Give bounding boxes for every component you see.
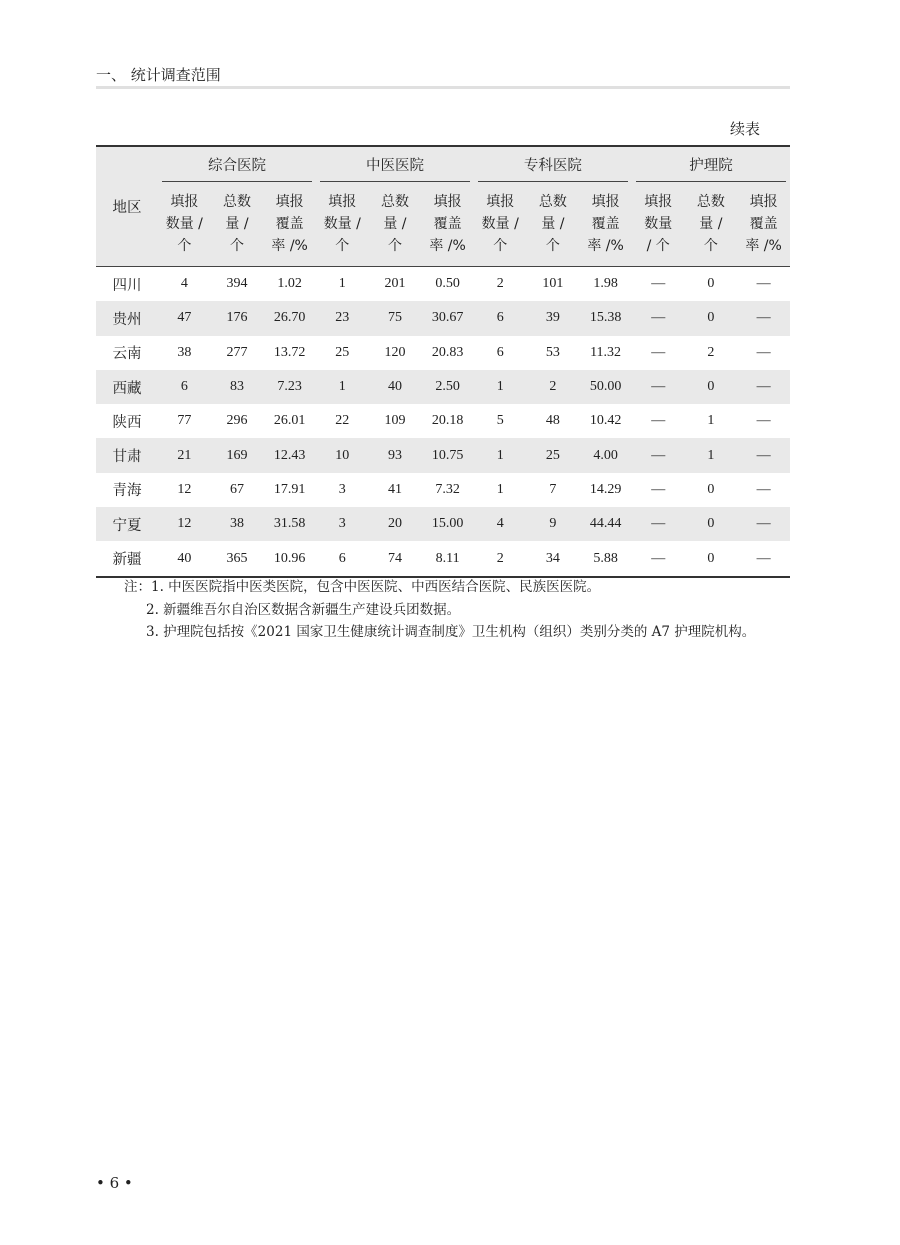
sub-column-header: [527, 182, 580, 267]
sub-header-line: 覆盖: [275, 216, 304, 232]
value-cell: 1: [474, 438, 527, 472]
value-cell: —: [651, 481, 666, 497]
sub-header-line: 量 /: [383, 216, 407, 232]
sub-header-line: 总数: [538, 194, 567, 210]
value-cell: 34: [527, 541, 580, 576]
value-cell: 277: [226, 344, 248, 360]
sub-header-line: 率 /%: [745, 238, 782, 254]
value-cell: 2: [474, 541, 527, 576]
value-cell: 169: [211, 438, 264, 472]
region-cell: 四川: [96, 267, 158, 302]
value-cell: 0: [685, 370, 738, 404]
value-cell: 0: [685, 507, 738, 541]
value-cell: —: [756, 481, 771, 497]
table-body: [96, 267, 790, 577]
sub-header-line: 个: [703, 238, 718, 254]
sub-column-header: [421, 182, 474, 267]
value-cell: 93: [369, 438, 422, 472]
table-row: [96, 267, 790, 302]
value-cell: 4.00: [579, 438, 632, 472]
region-cell: 西藏: [96, 370, 158, 404]
sub-header-line: 填报: [749, 194, 778, 210]
value-cell: 10.96: [263, 541, 316, 576]
value-cell: —: [632, 267, 685, 302]
value-cell: 1: [474, 370, 527, 404]
value-cell: 48: [545, 413, 560, 429]
region-cell: 云南: [112, 346, 142, 363]
sub-column-header: [632, 182, 685, 267]
value-cell: 365: [211, 541, 264, 576]
sub-header-line: 数量 /: [323, 216, 361, 232]
sub-column-header: [685, 182, 738, 267]
sub-header-line: 率 /%: [587, 238, 624, 254]
value-cell: —: [737, 438, 790, 472]
region-cell: 贵州: [96, 301, 158, 335]
value-cell: 40: [158, 541, 211, 576]
value-cell: 10.42: [589, 413, 622, 429]
sub-header-line: 率 /%: [429, 238, 466, 254]
sub-header-line: 总数: [222, 194, 251, 210]
value-cell: 7: [549, 481, 557, 497]
value-cell: 26.70: [263, 301, 316, 335]
header-divider: [96, 86, 790, 89]
value-cell: —: [737, 301, 790, 335]
table-row: [96, 301, 790, 335]
value-cell: —: [651, 413, 666, 429]
value-cell: 2: [707, 344, 715, 360]
sub-header-line: 填报: [591, 194, 620, 210]
value-cell: 12.43: [263, 438, 316, 472]
page-number: • 6 •: [96, 1174, 133, 1192]
sub-header-line: 填报: [275, 194, 304, 210]
value-cell: 9: [527, 507, 580, 541]
value-cell: —: [756, 413, 771, 429]
sub-column-header: [211, 182, 264, 267]
value-cell: 20.83: [431, 344, 464, 360]
value-cell: 4: [158, 267, 211, 302]
sub-header-line: 数量 /: [165, 216, 203, 232]
sub-header-line: 个: [229, 238, 244, 254]
region-cell: 新疆: [96, 541, 158, 576]
value-cell: 109: [384, 413, 406, 429]
table-header: [96, 146, 790, 267]
value-cell: 77: [177, 413, 192, 429]
value-cell: 25: [335, 344, 350, 360]
value-cell: 83: [211, 370, 264, 404]
region-cell: 宁夏: [96, 507, 158, 541]
value-cell: 39: [527, 301, 580, 335]
sub-header-line: 总数: [380, 194, 409, 210]
value-cell: 21: [158, 438, 211, 472]
value-cell: 74: [369, 541, 422, 576]
value-cell: 1: [316, 370, 369, 404]
value-cell: 26.01: [273, 413, 306, 429]
value-cell: 12: [158, 507, 211, 541]
value-cell: 2: [527, 370, 580, 404]
value-cell: 2: [474, 267, 527, 302]
sub-column-header: [158, 182, 211, 267]
value-cell: 25: [527, 438, 580, 472]
value-cell: 12: [177, 481, 192, 497]
hospital-coverage-table: [96, 145, 790, 578]
value-cell: 15.38: [579, 301, 632, 335]
continued-table-label: 续表: [729, 120, 760, 138]
sub-header-line: 量 /: [225, 216, 249, 232]
value-cell: 40: [369, 370, 422, 404]
value-cell: 31.58: [263, 507, 316, 541]
region-cell: 陕西: [112, 414, 142, 431]
value-cell: 2.50: [421, 370, 474, 404]
sub-header-line: 个: [335, 238, 350, 254]
value-cell: —: [737, 267, 790, 302]
sub-header-line: 个: [387, 238, 402, 254]
sub-header-line: 填报: [170, 194, 199, 210]
sub-header-line: 填报: [644, 194, 673, 210]
group-header: 专科医院: [474, 146, 632, 182]
value-cell: —: [737, 541, 790, 576]
region-column-header: 地区: [96, 146, 158, 267]
sub-header-line: 覆盖: [591, 216, 620, 232]
sub-header-line: 数量: [644, 216, 673, 232]
value-cell: —: [632, 301, 685, 335]
sub-header-line: 填报: [433, 194, 462, 210]
value-cell: 296: [226, 413, 248, 429]
value-cell: 1: [316, 267, 369, 302]
value-cell: 1.98: [579, 267, 632, 302]
value-cell: —: [737, 507, 790, 541]
value-cell: 0.50: [421, 267, 474, 302]
value-cell: 5.88: [579, 541, 632, 576]
value-cell: 22: [335, 413, 350, 429]
value-cell: 101: [527, 267, 580, 302]
table-row: [96, 404, 790, 438]
value-cell: 44.44: [579, 507, 632, 541]
value-cell: —: [632, 541, 685, 576]
sub-header-line: 个: [177, 238, 192, 254]
sub-header-line: 数量 /: [481, 216, 519, 232]
value-cell: 75: [369, 301, 422, 335]
note-line: 注：1. 中医医院指中医类医院，包含中医医院、中西医结合医院、民族医医院。: [124, 579, 601, 595]
sub-header-line: 总数: [696, 194, 725, 210]
value-cell: 20: [369, 507, 422, 541]
value-cell: 17.91: [273, 481, 306, 497]
section-header: 一、 统计调查范围: [96, 66, 221, 84]
value-cell: 4: [474, 507, 527, 541]
sub-header-line: 量 /: [699, 216, 723, 232]
value-cell: 38: [211, 507, 264, 541]
value-cell: 201: [369, 267, 422, 302]
value-cell: 53: [545, 344, 560, 360]
sub-header-line: 覆盖: [749, 216, 778, 232]
value-cell: 0: [685, 301, 738, 335]
value-cell: 50.00: [579, 370, 632, 404]
value-cell: 67: [229, 481, 244, 497]
value-cell: —: [756, 344, 771, 360]
value-cell: 6: [158, 370, 211, 404]
value-cell: 6: [474, 301, 527, 335]
table-row: [96, 370, 790, 404]
sub-header-line: 率 /%: [271, 238, 308, 254]
value-cell: 3: [338, 481, 346, 497]
value-cell: 1.02: [263, 267, 316, 302]
value-cell: 394: [211, 267, 264, 302]
value-cell: —: [632, 507, 685, 541]
table-row: [96, 473, 790, 507]
group-header: 综合医院: [158, 146, 316, 182]
value-cell: 10.75: [421, 438, 474, 472]
value-cell: 13.72: [273, 344, 306, 360]
value-cell: 5: [496, 413, 504, 429]
sub-column-header: [737, 182, 790, 267]
sub-header-line: 个: [545, 238, 560, 254]
value-cell: 15.00: [421, 507, 474, 541]
value-cell: 176: [211, 301, 264, 335]
sub-column-header: [263, 182, 316, 267]
value-cell: 38: [177, 344, 192, 360]
sub-header-line: 量 /: [541, 216, 565, 232]
value-cell: 8.11: [421, 541, 474, 576]
table-row: [96, 336, 790, 370]
sub-header-line: 填报: [486, 194, 515, 210]
value-cell: 0: [685, 267, 738, 302]
value-cell: 41: [387, 481, 402, 497]
sub-header-line: 个: [493, 238, 508, 254]
value-cell: 47: [158, 301, 211, 335]
table-row: [96, 438, 790, 472]
group-header: 护理院: [632, 146, 790, 182]
value-cell: 7.23: [263, 370, 316, 404]
value-cell: 3: [316, 507, 369, 541]
value-cell: 20.18: [431, 413, 464, 429]
note-line: 3. 护理院包括按《2021 国家卫生健康统计调查制度》卫生机构（组织）类别分类的 A7 护理院机构。: [146, 624, 756, 640]
sub-header-line: 填报: [328, 194, 357, 210]
sub-header-line: 覆盖: [433, 216, 462, 232]
value-cell: 7.32: [435, 481, 460, 497]
value-cell: 30.67: [421, 301, 474, 335]
value-cell: —: [737, 370, 790, 404]
value-cell: 11.32: [590, 344, 622, 360]
value-cell: 6: [496, 344, 504, 360]
table-notes: [124, 576, 804, 644]
value-cell: —: [632, 370, 685, 404]
region-cell: 青海: [112, 483, 142, 500]
value-cell: —: [651, 344, 666, 360]
group-header: 中医医院: [316, 146, 474, 182]
sub-column-header: [369, 182, 422, 267]
value-cell: 10: [316, 438, 369, 472]
value-cell: 120: [384, 344, 406, 360]
value-cell: 1: [496, 481, 504, 497]
value-cell: 6: [316, 541, 369, 576]
table-row: [96, 507, 790, 541]
value-cell: 0: [707, 481, 715, 497]
region-cell: 甘肃: [96, 438, 158, 472]
value-cell: 1: [685, 438, 738, 472]
sub-column-header: [474, 182, 527, 267]
value-cell: —: [632, 438, 685, 472]
value-cell: 23: [316, 301, 369, 335]
sub-column-header: [316, 182, 369, 267]
value-cell: 0: [685, 541, 738, 576]
value-cell: 1: [707, 413, 715, 429]
value-cell: 14.29: [589, 481, 622, 497]
table-row: [96, 541, 790, 576]
sub-column-header: [579, 182, 632, 267]
sub-header-line: / 个: [646, 238, 670, 254]
note-line: 2. 新疆维吾尔自治区数据含新疆生产建设兵团数据。: [146, 601, 461, 618]
